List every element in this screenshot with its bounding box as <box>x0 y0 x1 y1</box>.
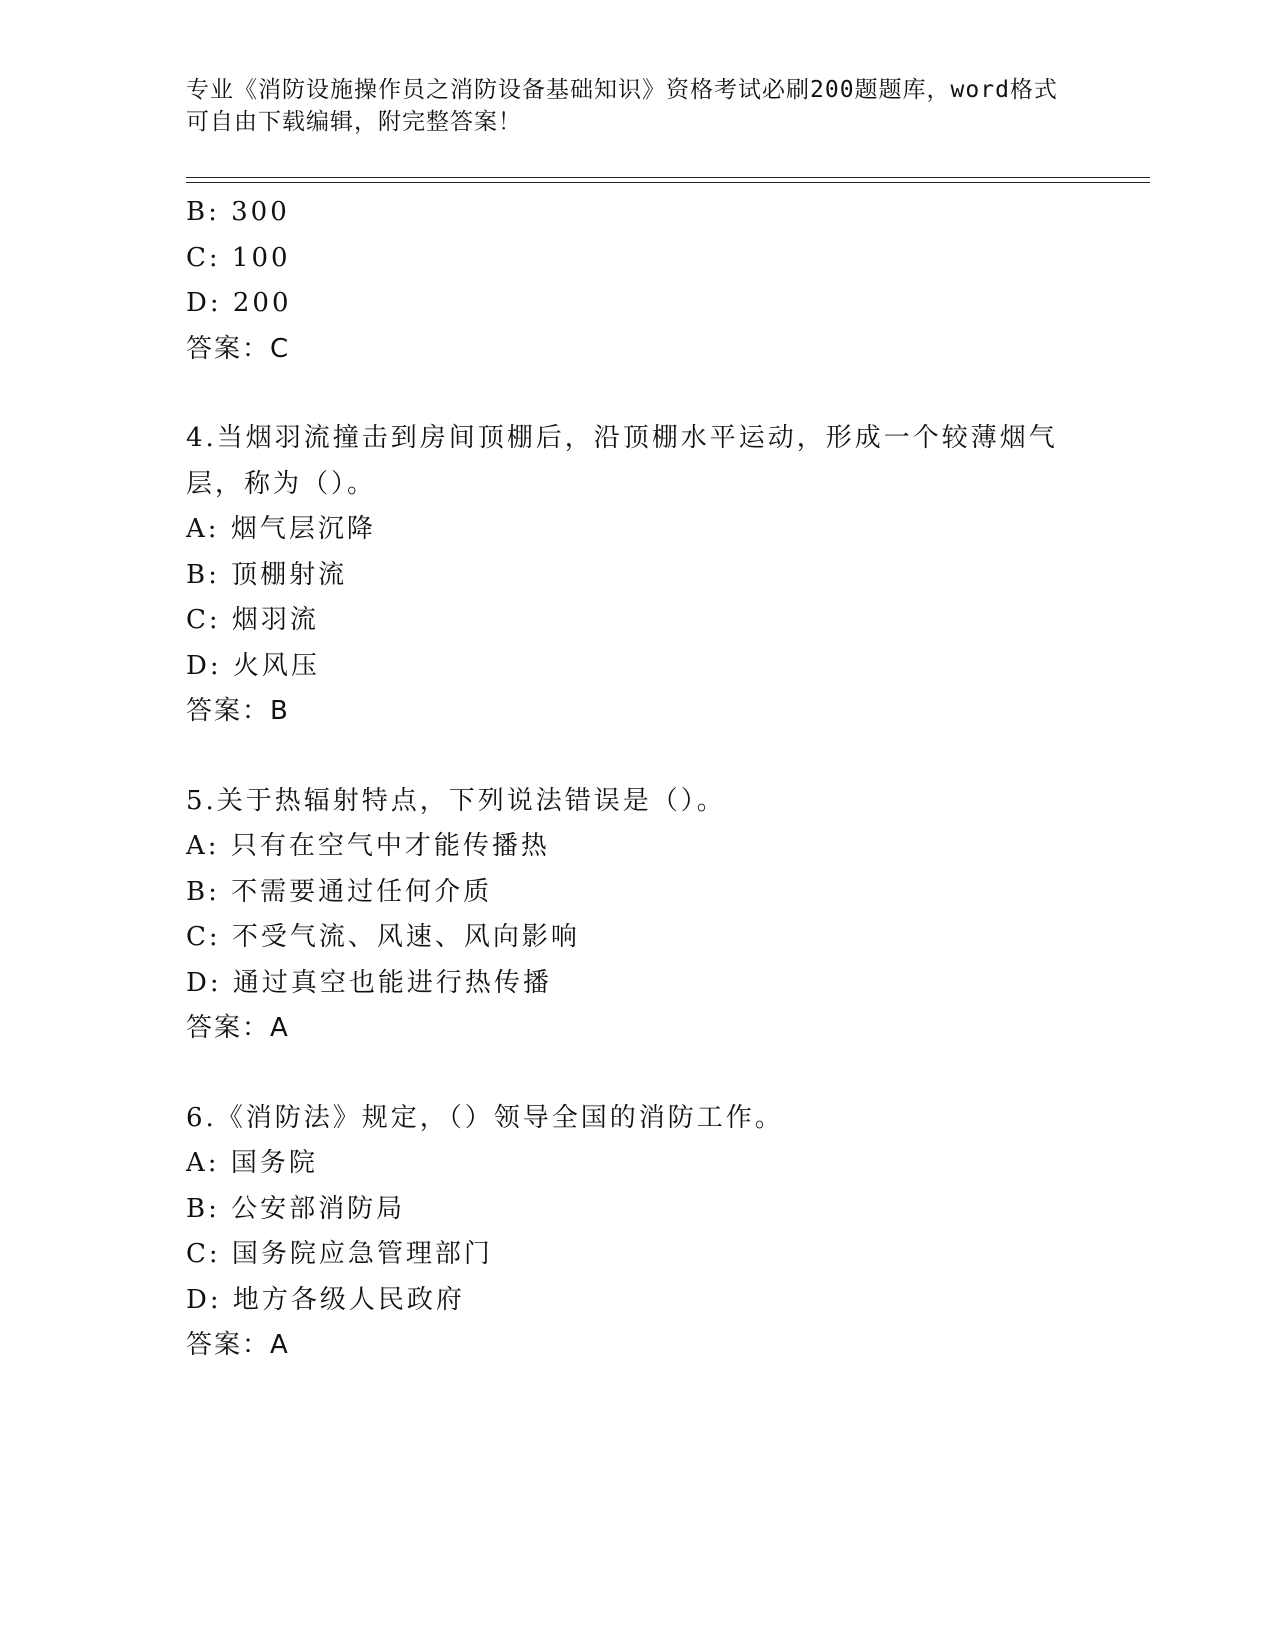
option-c: C: 100 <box>186 242 291 273</box>
question-5 <box>186 779 1086 1052</box>
answer: 答案：A <box>186 1013 290 1043</box>
option-b: B: 300 <box>186 197 290 227</box>
option-c: C: 烟羽流 <box>186 605 319 635</box>
header-divider-bottom <box>186 182 1150 183</box>
answer: 答案：B <box>186 696 290 726</box>
option-b: B: 不需要通过任何介质 <box>186 876 493 907</box>
answer: 答案：A <box>186 1330 290 1360</box>
option-c: C: 不受气流、风速、风向影响 <box>186 922 580 952</box>
header-divider-top <box>186 177 1150 178</box>
question-text: 4.当烟羽流撞击到房间顶棚后，沿顶棚水平运动，形成一个较薄烟气层，称为（）。 <box>186 423 1058 499</box>
question-text: 5.关于热辐射特点，下列说法错误是（）。 <box>186 785 726 816</box>
option-a: A: 只有在空气中才能传播热 <box>186 831 550 861</box>
document-header: 专业《消防设施操作员之消防设备基础知识》资格考试必刷200题题库，word格式可自由下载编辑，附完整答案！ <box>186 77 1058 135</box>
option-a: A: 国务院 <box>186 1148 318 1178</box>
option-d: D: 地方各级人民政府 <box>186 1284 465 1315</box>
option-b: B: 顶棚射流 <box>186 559 348 590</box>
question-text: 6.《消防法》规定，（）领导全国的消防工作。 <box>186 1102 784 1133</box>
option-b: B: 公安部消防局 <box>186 1193 406 1224</box>
question-list <box>186 190 1086 1369</box>
option-a: A: 烟气层沉降 <box>186 514 376 544</box>
question-4 <box>186 416 1086 735</box>
question-6 <box>186 1096 1086 1369</box>
answer: 答案：C <box>186 333 291 364</box>
option-d: D: 火风压 <box>186 650 320 681</box>
question-3 <box>186 190 1086 372</box>
option-c: C: 国务院应急管理部门 <box>186 1239 493 1269</box>
option-d: D: 200 <box>186 288 292 318</box>
option-d: D: 通过真空也能进行热传播 <box>186 967 552 998</box>
